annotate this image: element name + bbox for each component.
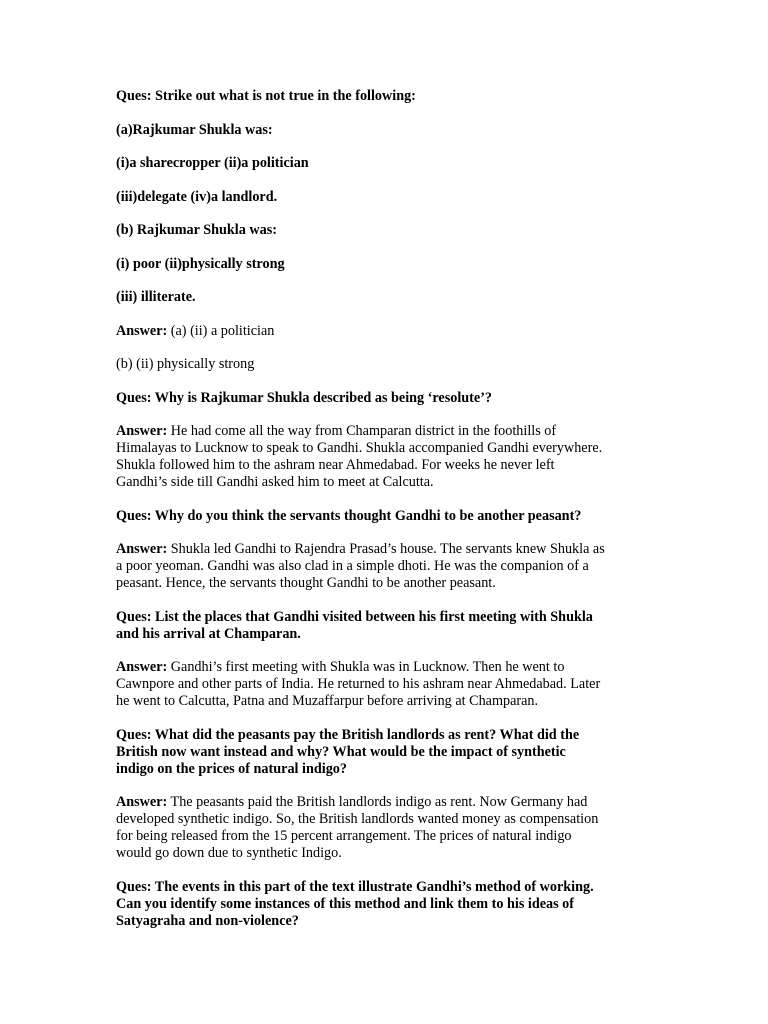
question-option bbox=[116, 155, 661, 172]
text-line bbox=[116, 323, 661, 340]
answer-text: Gandhi’s first meeting with Shukla was in Lucknow. Then he went to bbox=[167, 659, 565, 675]
question-option bbox=[116, 222, 661, 239]
question-option bbox=[116, 122, 661, 139]
question bbox=[116, 390, 661, 407]
question bbox=[116, 727, 661, 778]
text-line: Shukla followed him to the ashram near Ahmedabad. For weeks he never left bbox=[116, 457, 555, 473]
text-line: peasant. Hence, the servants thought Gandhi to be another peasant. bbox=[116, 575, 496, 591]
text-line: (a)Rajkumar Shukla was: bbox=[116, 121, 273, 138]
text-line: he went to Calcutta, Patna and Muzaffarpur before arriving at Champaran. bbox=[116, 693, 539, 709]
document-page bbox=[116, 88, 661, 946]
text-line: (iii) illiterate. bbox=[116, 289, 196, 305]
text-line bbox=[116, 541, 661, 558]
answer-label: Answer: bbox=[116, 659, 168, 675]
text-line: for being released from the 15 percent arrangement. The prices of natural indigo bbox=[116, 828, 572, 844]
text-line: would go down due to synthetic Indigo. bbox=[116, 845, 342, 861]
text-line: Satyagraha and non-violence? bbox=[116, 912, 299, 929]
text-line: Ques: Why do you think the servants thought Gandhi to be another peasant? bbox=[116, 507, 582, 524]
answer-text: Shukla led Gandhi to Rajendra Prasad’s house. The servants knew Shukla as bbox=[167, 541, 605, 557]
text-line: Ques: Why is Rajkumar Shukla described as being ‘resolute’? bbox=[116, 389, 493, 406]
question bbox=[116, 609, 661, 643]
text-line: (i) poor (ii)physically strong bbox=[116, 255, 285, 272]
text-line: developed synthetic indigo. So, the British landlords wanted money as compensation bbox=[116, 811, 599, 827]
text-line: Can you identify some instances of this method and link them to his ideas of bbox=[116, 895, 574, 912]
question-option bbox=[116, 289, 661, 306]
question bbox=[116, 879, 661, 930]
text-line: Ques: Strike out what is not true in the following: bbox=[116, 88, 416, 104]
question bbox=[116, 88, 661, 105]
text-line: (b) Rajkumar Shukla was: bbox=[116, 222, 277, 238]
text-line: Ques: What did the peasants pay the British landlords as rent? What did the bbox=[116, 726, 580, 743]
text-line bbox=[116, 794, 661, 811]
question-option bbox=[116, 256, 661, 273]
answer bbox=[116, 794, 661, 862]
answer bbox=[116, 541, 661, 592]
question bbox=[116, 508, 661, 525]
answer-label: Answer: bbox=[116, 541, 168, 557]
text-line: Ques: List the places that Gandhi visited between his first meeting with Shukla bbox=[116, 608, 593, 625]
text-line: (i)a sharecropper (ii)a politician bbox=[116, 155, 309, 171]
answer bbox=[116, 323, 661, 340]
text-line: Himalayas to Lucknow to speak to Gandhi. Shukla accompanied Gandhi everywhere. bbox=[116, 440, 603, 456]
text-line: indigo on the prices of natural indigo? bbox=[116, 760, 347, 777]
text-line: and his arrival at Champaran. bbox=[116, 625, 301, 642]
text-line bbox=[116, 659, 661, 676]
answer-text: The peasants paid the British landlords indigo as rent. Now Germany had bbox=[167, 794, 588, 810]
answer-label: Answer: bbox=[116, 423, 168, 439]
text-line: Cawnpore and other parts of India. He returned to his ashram near Ahmedabad. Later bbox=[116, 676, 601, 692]
answer-text: He had come all the way from Champaran district in the foothills of bbox=[167, 423, 557, 439]
text-line: Gandhi’s side till Gandhi asked him to meet at Calcutta. bbox=[116, 474, 434, 490]
text-line: (iii)delegate (iv)a landlord. bbox=[116, 188, 278, 205]
text-line: a poor yeoman. Gandhi was also clad in a simple dhoti. He was the companion of a bbox=[116, 558, 589, 574]
text-line: Ques: The events in this part of the text illustrate Gandhi’s method of working. bbox=[116, 878, 594, 895]
answer-text: (a) (ii) a politician bbox=[167, 322, 275, 339]
answer-label: Answer: bbox=[116, 322, 168, 339]
answer bbox=[116, 659, 661, 710]
text-line: (b) (ii) physically strong bbox=[116, 356, 255, 372]
answer-line bbox=[116, 356, 661, 373]
question-option bbox=[116, 189, 661, 206]
text-line bbox=[116, 423, 661, 440]
text-line: British now want instead and why? What would be the impact of synthetic bbox=[116, 743, 566, 760]
answer bbox=[116, 423, 661, 491]
answer-label: Answer: bbox=[116, 794, 168, 810]
